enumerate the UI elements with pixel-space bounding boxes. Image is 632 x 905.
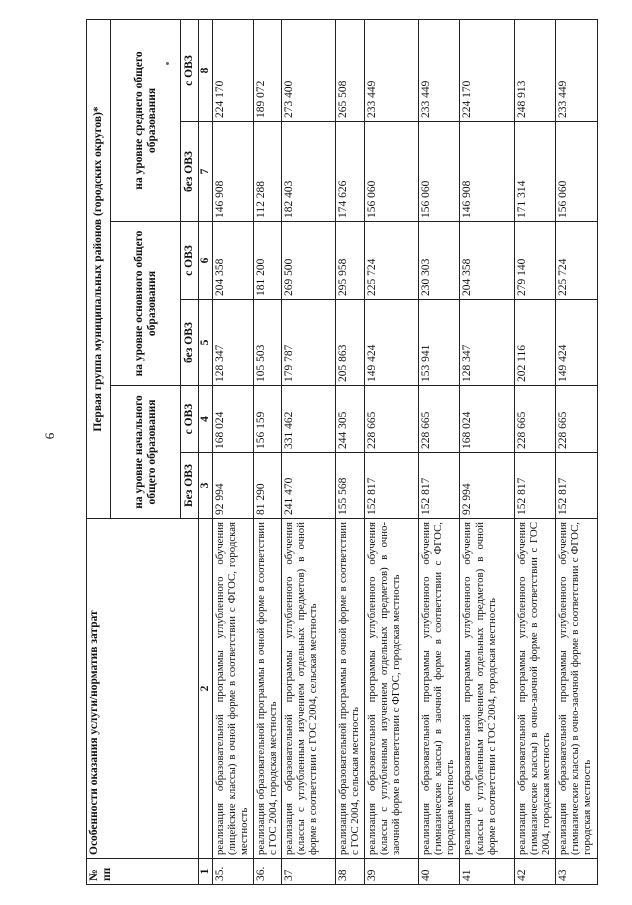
col-number: 1 — [199, 859, 213, 885]
cell-value: 152 817 — [514, 453, 556, 519]
row-number: 37 — [282, 859, 336, 885]
cell-value: 153 941 — [418, 300, 460, 386]
cost-norm-table — [86, 19, 598, 885]
cell-value: 279 140 — [514, 222, 556, 300]
row-description: реализация образовательной программы углубленного обучения (лицейские классы) в очной форме в соответствии с ФГОС, городская местность — [213, 519, 254, 859]
row-description: реализация образовательной программы углубленного обучения (гимназические классы) в очно-заочной форме в соответствии с ГОС 2004, городская местность — [514, 519, 556, 859]
row-number: 35. — [213, 859, 254, 885]
col-number: 2 — [199, 519, 213, 859]
header-level-secondary: на уровне среднего общего образования — [111, 19, 181, 221]
col-number: 3 — [199, 453, 213, 519]
cell-value: 152 817 — [556, 453, 598, 519]
cell-value: 152 817 — [364, 453, 418, 519]
header-col3: Без ОВЗ — [181, 453, 199, 519]
header-num: № пп — [87, 859, 199, 885]
cell-value: 171 314 — [514, 122, 556, 222]
table-row — [460, 19, 514, 884]
cell-value: 92 994 — [213, 453, 254, 519]
col-number: 8 — [199, 19, 213, 121]
cell-value: 225 724 — [556, 222, 598, 300]
cell-value: 233 449 — [418, 19, 460, 121]
cell-value: 155 568 — [336, 453, 364, 519]
row-description: реализация образовательной программы углубленного обучения (классы с углубленным изучением отдельных предметов) в очно-заочной форме в соответствии с ФГОС, городская местность — [364, 519, 418, 859]
row-number: 38 — [336, 859, 364, 885]
cell-value: 273 400 — [282, 19, 336, 121]
header-group: Первая группа муниципальных районов (городских округов)* — [87, 19, 111, 518]
cell-value: 228 665 — [556, 386, 598, 453]
row-description: реализация образовательной программы в очной форме в соответствии с ГОС 2004, сельская местность — [336, 519, 364, 859]
cell-value: 181 200 — [253, 222, 281, 300]
row-description: реализация образовательной программы углубленного обучения (классы с углубленным изучением отдельных предметов) в очной форме в соответствии с ГОС 2004, городская местность — [460, 519, 514, 859]
cell-value: 156 060 — [418, 122, 460, 222]
row-number: 36. — [253, 859, 281, 885]
cell-value: 248 913 — [514, 19, 556, 121]
cell-value: 233 449 — [556, 19, 598, 121]
header-level-primary: на уровне начального общего образования — [111, 386, 181, 519]
row-description: реализация образовательной программы углубленного обучения (гимназические классы) в заочной форме в соответствии с ФГОС, городская местность — [418, 519, 460, 859]
cell-value: 224 170 — [460, 19, 514, 121]
col-number: 6 — [199, 222, 213, 300]
table-row — [282, 19, 336, 884]
table-row — [336, 19, 364, 884]
table-row — [556, 19, 598, 884]
cell-value: 228 665 — [364, 386, 418, 453]
row-number: 41 — [460, 859, 514, 885]
cell-value: 81 290 — [253, 453, 281, 519]
row-number: 42 — [514, 859, 556, 885]
cell-value: 174 626 — [336, 122, 364, 222]
cell-value: 295 958 — [336, 222, 364, 300]
cell-value: 230 303 — [418, 222, 460, 300]
header-col4: с ОВЗ — [181, 386, 199, 453]
table-row — [514, 19, 556, 884]
cell-value: 225 724 — [364, 222, 418, 300]
cell-value: 152 817 — [418, 453, 460, 519]
table-row — [253, 19, 281, 884]
cell-value: 233 449 — [364, 19, 418, 121]
cell-value: 156 060 — [556, 122, 598, 222]
table-row — [213, 19, 254, 884]
cell-value: 156 060 — [364, 122, 418, 222]
cell-value: 112 288 — [253, 122, 281, 222]
cell-value: 224 170 — [213, 19, 254, 121]
cell-value: 228 665 — [418, 386, 460, 453]
header-col6: с ОВЗ — [181, 222, 199, 300]
cell-value: 241 470 — [282, 453, 336, 519]
row-description: реализация образовательной программы углубленного обучения (гимназические классы) в очно-заочной форме в соответствии с ФГОС, городская местность — [556, 519, 598, 859]
cell-value: 168 024 — [460, 386, 514, 453]
cell-value: 149 424 — [556, 300, 598, 386]
row-number: 43 — [556, 859, 598, 885]
cell-value: 189 072 — [253, 19, 281, 121]
header-col7: без ОВЗ — [181, 122, 199, 222]
header-col8: с ОВЗ — [181, 19, 199, 121]
col-number: 4 — [199, 386, 213, 453]
table-row — [364, 19, 418, 884]
cell-value: 146 908 — [213, 122, 254, 222]
rotated-table-container — [86, 20, 598, 885]
cell-value: 156 159 — [253, 386, 281, 453]
col-number: 7 — [199, 122, 213, 222]
page-number: 6 — [42, 432, 57, 440]
cell-value: 128 347 — [460, 300, 514, 386]
cell-value: 205 863 — [336, 300, 364, 386]
cell-value: 128 347 — [213, 300, 254, 386]
table-row — [418, 19, 460, 884]
col-number: 5 — [199, 300, 213, 386]
header-feature: Особенности оказания услуги/норматив затрат — [87, 519, 199, 859]
cell-value: 105 503 — [253, 300, 281, 386]
cell-value: 92 994 — [460, 453, 514, 519]
cell-value: 182 403 — [282, 122, 336, 222]
header-col5: без ОВЗ — [181, 300, 199, 386]
cell-value: 202 116 — [514, 300, 556, 386]
row-number: 40 — [418, 859, 460, 885]
row-number: 39 — [364, 859, 418, 885]
cell-value: 331 462 — [282, 386, 336, 453]
row-description: реализация образовательной программы в очной форме в соответствии с ГОС 2004, городская местность — [253, 519, 281, 859]
cell-value: 269 500 — [282, 222, 336, 300]
cell-value: 265 508 — [336, 19, 364, 121]
header-level-basic: на уровне основного общего образования — [111, 222, 181, 386]
cell-value: 244 305 — [336, 386, 364, 453]
cell-value: 168 024 — [213, 386, 254, 453]
cell-value: 146 908 — [460, 122, 514, 222]
cell-value: 204 358 — [213, 222, 254, 300]
cell-value: 179 787 — [282, 300, 336, 386]
cell-value: 228 665 — [514, 386, 556, 453]
cell-value: 149 424 — [364, 300, 418, 386]
cell-value: 204 358 — [460, 222, 514, 300]
row-description: реализация образовательной программы углубленного обучения (классы с углубленным изучением отдельных предметов) в очной форме в соответствии с ГОС 2004, сельская местность — [282, 519, 336, 859]
